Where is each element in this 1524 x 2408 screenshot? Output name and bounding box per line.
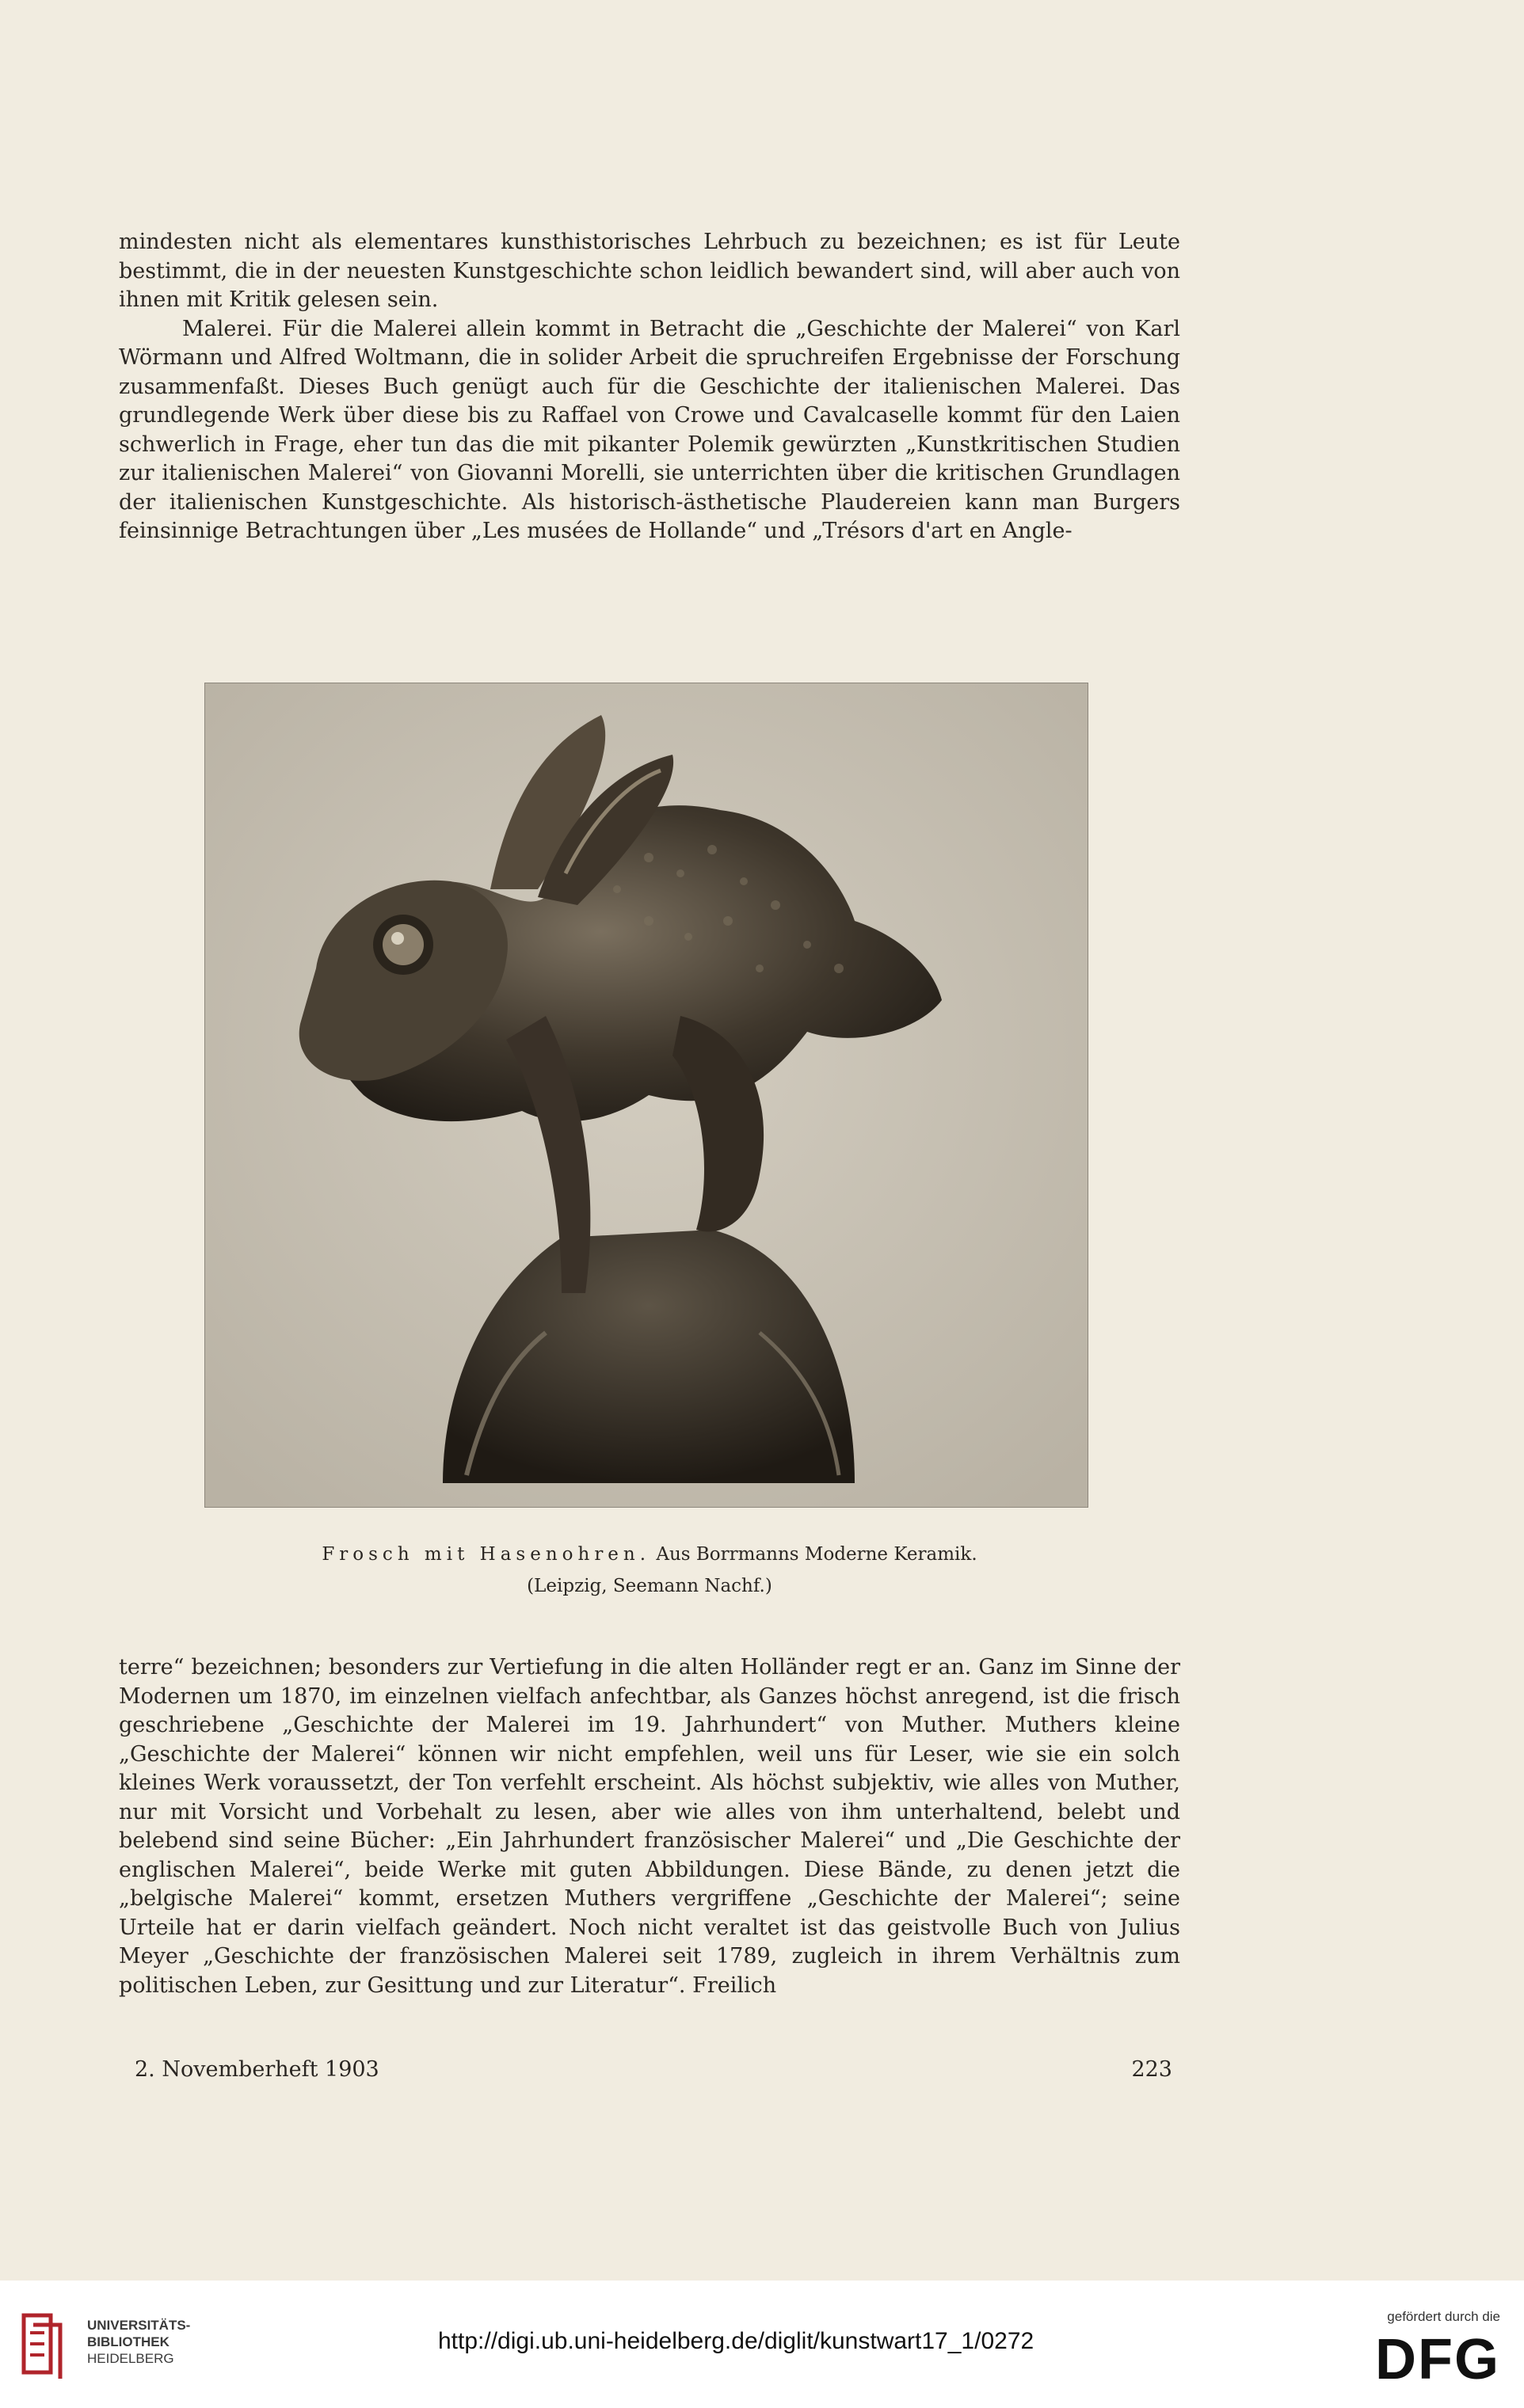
library-logo-icon <box>16 2309 71 2379</box>
funded-by-label: gefördert durch die <box>1387 2309 1500 2324</box>
bottom-text-block <box>119 1653 1180 2000</box>
top-text-block <box>119 228 1180 546</box>
library-name-line-1: UNIVERSITÄTS- <box>87 2318 191 2333</box>
library-name-line-3: HEIDELBERG <box>87 2351 174 2366</box>
page-number: 223 <box>1131 2057 1172 2082</box>
caption-title: Frosch mit Hasenohren. <box>322 1544 651 1565</box>
caption-source: Aus Borrmanns Moderne Keramik. <box>656 1544 977 1565</box>
paragraph-2: Malerei. Für die Malerei allein kommt in Betracht die „Geschichte der Malerei“ von Karl Wörmann und Alfred Woltmann, die in solider Arbeit die spruchreifen Ergebnisse der Forschung zusammenfaßt. Dieses Buch genügt auch für die Geschichte der italienischen Malerei. Das grundlegende Werk über diese bis zu Raffael von Crowe und Cavalcaselle kommt für den Laien schwerlich in Frage, eher tun das die mit pikanter Polemik gewürzten „Kunstkritischen Studien zur italienischen Malerei“ von Giovanni Morelli, sie unterrichten über die kritischen Grundlagen der italienischen Kunstgeschichte. Als historisch-ästhetische Plaudereien kann man Burgers feinsinnige Betrachtungen über „Les musées de Hollande“ und „Trésors d'art en Angle- <box>119 316 1180 543</box>
frog-sculpture-photo <box>204 683 1088 1508</box>
paragraph-1: mindesten nicht als elementares kunsthistorisches Lehrbuch zu bezeichnen; es ist für Leute bestimmt, die in der neuesten Kunstgeschichte schon leidlich bewandert sind, will aber auch von ihnen mit Kritik gelesen sein. <box>119 230 1180 312</box>
permalink[interactable]: http://digi.ub.uni-heidelberg.de/diglit/kunstwart17_1/0272 <box>438 2328 1034 2354</box>
library-name-line-2: BIBLIOTHEK <box>87 2334 170 2349</box>
figure-caption-publisher: (Leipzig, Seemann Nachf.) <box>527 1576 772 1596</box>
issue-label: 2. Novemberheft 1903 <box>135 2057 379 2082</box>
figure-caption <box>119 1544 1180 1565</box>
digitization-bar <box>0 2281 1524 2408</box>
library-name <box>87 2317 190 2367</box>
dfg-logo: DFG <box>1375 2328 1500 2391</box>
paragraph-3: terre“ bezeichnen; besonders zur Vertiefung in die alten Holländer regt er an. Ganz im Sinne der Modernen um 1870, im einzelnen vielfach anfechtbar, als Ganzes höchst anregend, ist die frisch geschriebene „Geschichte der Malerei im 19. Jahrhundert“ von Muther. Muthers kleine „Geschichte der Malerei“ können wir nicht empfehlen, weil uns für Leser, wie sie ein solch kleines Werk voraussetzt, der Ton verfehlt erscheint. Als höchst subjektiv, wie alles von Muther, nur mit Vorsicht und Vorbehalt zu lesen, aber wie alles von ihm unterhaltend, belebt und belebend sind seine Bücher: „Ein Jahrhundert französischer Malerei“ und „Die Geschichte der englischen Malerei“, beide Werke mit guten Abbildungen. Diese Bände, zu denen jetzt die „belgische Malerei“ kommt, ersetzen Muthers vergriffene „Geschichte der Malerei“; seine Urteile hat er darin vielfach geändert. Noch nicht veraltet ist das geistvolle Buch von Julius Meyer „Geschichte der französischen Malerei seit 1789, zugleich in ihrem Verhältnis zum politischen Leben, zur Gesittung und zur Literatur“. Freilich <box>119 1655 1180 1998</box>
